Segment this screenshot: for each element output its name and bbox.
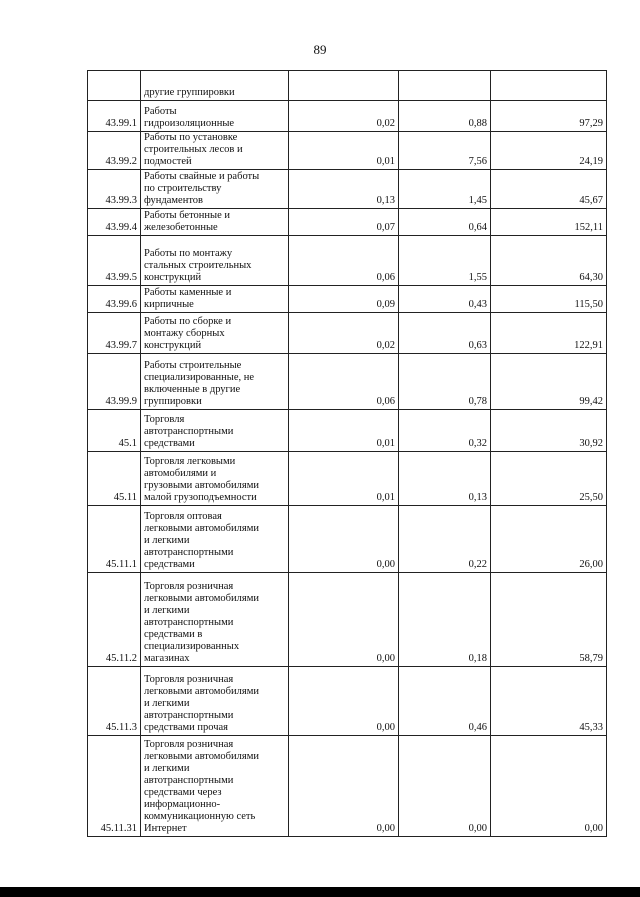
scan-bottom-edge <box>0 887 640 897</box>
row-name: Работы по сборке и монтажу сборных конструкций <box>141 313 289 354</box>
table-row <box>88 667 607 736</box>
row-value-3: 97,29 <box>491 101 607 132</box>
table-row <box>88 506 607 573</box>
row-value-1: 0,06 <box>289 236 399 286</box>
row-value-3: 26,00 <box>491 506 607 573</box>
row-name: Торговля розничная легковыми автомобилями и легкими автотранспортными средствами прочая <box>141 667 289 736</box>
row-code: 45.11 <box>88 452 141 506</box>
row-name: Работы по установке строительных лесов и подмостей <box>141 132 289 170</box>
row-value-2: 0,78 <box>399 354 491 410</box>
table-row <box>88 101 607 132</box>
row-value-3: 24,19 <box>491 132 607 170</box>
data-table <box>87 70 607 837</box>
table-row <box>88 132 607 170</box>
row-value-2: 0,64 <box>399 209 491 236</box>
row-value-1: 0,00 <box>289 573 399 667</box>
row-code: 43.99.9 <box>88 354 141 410</box>
row-value-1: 0,09 <box>289 286 399 313</box>
row-name: Торговля розничная легковыми автомобилями и легкими автотранспортными средствами через информационно- коммуникационную сеть Интернет <box>141 736 289 837</box>
row-value-2: 0,22 <box>399 506 491 573</box>
row-code: 43.99.1 <box>88 101 141 132</box>
row-code: 45.1 <box>88 410 141 452</box>
row-code: 45.11.3 <box>88 667 141 736</box>
row-value-2: 0,88 <box>399 101 491 132</box>
table-row <box>88 313 607 354</box>
row-value-2: 0,43 <box>399 286 491 313</box>
table-row <box>88 170 607 209</box>
row-name: Торговля оптовая легковыми автомобилями и легкими автотранспортными средствами <box>141 506 289 573</box>
row-code: 43.99.3 <box>88 170 141 209</box>
page-number: 89 <box>313 42 327 57</box>
row-value-2 <box>399 71 491 101</box>
row-value-2: 0,13 <box>399 452 491 506</box>
row-value-3: 58,79 <box>491 573 607 667</box>
row-value-2: 0,32 <box>399 410 491 452</box>
row-code: 43.99.2 <box>88 132 141 170</box>
row-name: Работы по монтажу стальных строительных конструкций <box>141 236 289 286</box>
table-row <box>88 209 607 236</box>
row-code: 45.11.1 <box>88 506 141 573</box>
row-value-2: 0,18 <box>399 573 491 667</box>
row-value-1: 0,00 <box>289 736 399 837</box>
row-name: другие группировки <box>141 71 289 101</box>
row-code <box>88 71 141 101</box>
row-value-1: 0,00 <box>289 506 399 573</box>
row-value-3: 115,50 <box>491 286 607 313</box>
table-row <box>88 410 607 452</box>
row-value-1: 0,02 <box>289 101 399 132</box>
row-code: 43.99.7 <box>88 313 141 354</box>
table-row <box>88 71 607 101</box>
row-value-3: 122,91 <box>491 313 607 354</box>
table-row <box>88 452 607 506</box>
row-value-3: 152,11 <box>491 209 607 236</box>
table-row <box>88 736 607 837</box>
row-value-1: 0,13 <box>289 170 399 209</box>
row-value-2: 1,45 <box>399 170 491 209</box>
row-name: Работы каменные и кирпичные <box>141 286 289 313</box>
row-value-3: 25,50 <box>491 452 607 506</box>
row-value-2: 1,55 <box>399 236 491 286</box>
row-code: 45.11.31 <box>88 736 141 837</box>
row-value-2: 7,56 <box>399 132 491 170</box>
row-value-3: 45,33 <box>491 667 607 736</box>
row-value-3 <box>491 71 607 101</box>
row-value-3: 0,00 <box>491 736 607 837</box>
row-value-1: 0,01 <box>289 452 399 506</box>
row-value-3: 30,92 <box>491 410 607 452</box>
row-value-3: 64,30 <box>491 236 607 286</box>
row-value-1: 0,01 <box>289 132 399 170</box>
row-value-1: 0,00 <box>289 667 399 736</box>
row-code: 43.99.4 <box>88 209 141 236</box>
row-value-1: 0,02 <box>289 313 399 354</box>
row-name: Торговля автотранспортными средствами <box>141 410 289 452</box>
table-row <box>88 286 607 313</box>
table-row <box>88 236 607 286</box>
row-value-2: 0,00 <box>399 736 491 837</box>
row-value-2: 0,46 <box>399 667 491 736</box>
row-name: Работы бетонные и железобетонные <box>141 209 289 236</box>
row-value-1 <box>289 71 399 101</box>
row-code: 43.99.5 <box>88 236 141 286</box>
table-row <box>88 354 607 410</box>
table-row <box>88 573 607 667</box>
row-code: 45.11.2 <box>88 573 141 667</box>
row-value-2: 0,63 <box>399 313 491 354</box>
row-value-3: 45,67 <box>491 170 607 209</box>
row-name: Работы свайные и работы по строительству фундаментов <box>141 170 289 209</box>
row-value-3: 99,42 <box>491 354 607 410</box>
row-name: Работы гидроизоляционные <box>141 101 289 132</box>
row-value-1: 0,06 <box>289 354 399 410</box>
row-name: Торговля розничная легковыми автомобилями и легкими автотранспортными средствами в специализированных магазинах <box>141 573 289 667</box>
row-name: Работы строительные специализированные, не включенные в другие группировки <box>141 354 289 410</box>
row-value-1: 0,07 <box>289 209 399 236</box>
row-name: Торговля легковыми автомобилями и грузовыми автомобилями малой грузоподъемности <box>141 452 289 506</box>
row-value-1: 0,01 <box>289 410 399 452</box>
row-code: 43.99.6 <box>88 286 141 313</box>
